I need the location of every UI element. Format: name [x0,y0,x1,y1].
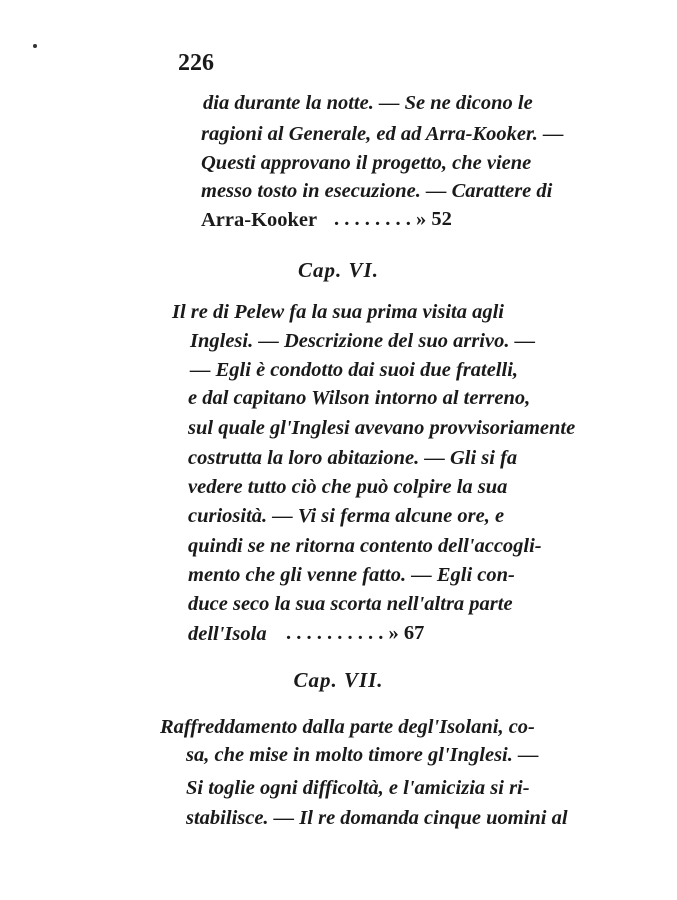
chapter-heading: Cap. VI. [298,258,379,282]
text-line: vedere tutto ciò che può colpire la sua [188,476,508,498]
text-line: quindi se ne ritorna contento dell'accogli- [188,535,542,557]
text-line: mento che gli venne fatto. — Egli con- [188,564,515,586]
page-number: 226 [178,50,214,76]
page-reference-leader: . . . . . . . . . . » 67 [286,622,425,644]
text-line: Si toglie ogni difficoltà, e l'amicizia si ri- [186,777,530,799]
margin-speck [33,44,37,48]
text-line: Raffreddamento dalla parte degl'Isolani, co- [160,716,535,738]
text-line: dia durante la notte. — Se ne dicono le [203,92,533,114]
text-line: ragioni al Generale, ed ad Arra-Kooker. — [201,123,564,145]
text-line: messo tosto in esecuzione. — Carattere di [201,180,553,202]
page-reference-leader: . . . . . . . . » 52 [334,208,452,230]
text-line: sul quale gl'Inglesi avevano provvisoriamente [188,417,576,439]
text-line: Arra-Kooker [201,209,318,231]
text-line: e dal capitano Wilson intorno al terreno, [188,387,531,409]
text-line: sa, che mise in molto timore gl'Inglesi. — [186,744,539,766]
text-line: curiosità. — Vi si ferma alcune ore, e [188,505,505,527]
text-line: — Egli è condotto dai suoi due fratelli, [190,359,519,381]
text-line: Inglesi. — Descrizione del suo arrivo. — [190,330,536,352]
chapter-heading: Cap. VII. [293,668,384,692]
text-line: duce seco la sua scorta nell'altra parte [188,593,513,615]
text-line: dell'Isola [188,623,267,645]
text-line: stabilisce. — Il re domanda cinque uomini al [186,807,568,829]
text-line: Il re di Pelew fa la sua prima visita agli [172,301,504,323]
text-line: Questi approvano il progetto, che viene [201,152,532,174]
text-line: costrutta la loro abitazione. — Gli si fa [188,447,518,469]
